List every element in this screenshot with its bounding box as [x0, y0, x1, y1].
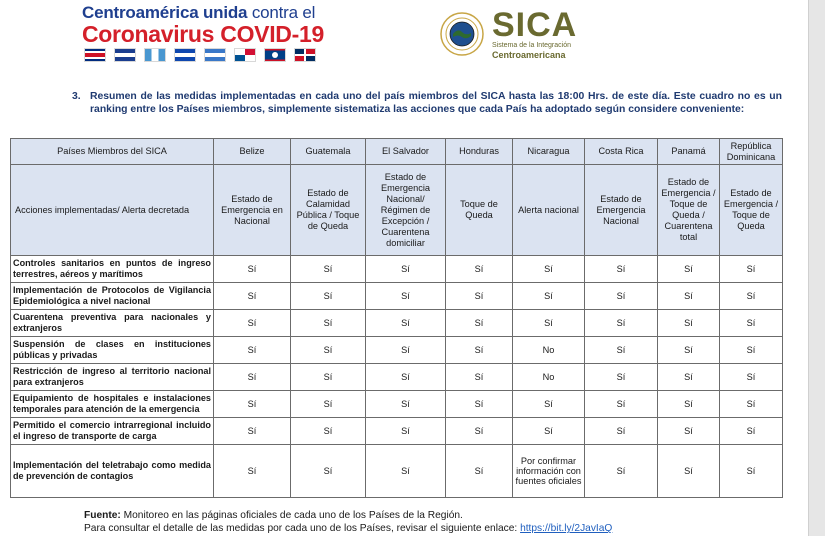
- campaign-line-2: Coronavirus COVID-19: [82, 21, 324, 47]
- measure-value: Sí: [585, 364, 658, 391]
- measure-value: Sí: [585, 310, 658, 337]
- measure-value: Sí: [513, 256, 585, 283]
- country-header: Guatemala: [291, 139, 366, 165]
- measure-value: Sí: [214, 283, 291, 310]
- measure-value: Sí: [720, 256, 783, 283]
- measure-value: Sí: [366, 391, 446, 418]
- measure-value: Sí: [658, 445, 720, 498]
- alert-row-label: Acciones implementadas/ Alerta decretada: [11, 165, 214, 256]
- measure-value: Sí: [366, 418, 446, 445]
- alert-cell: Estado de Emergencia en Nacional: [214, 165, 291, 256]
- measure-value: Sí: [366, 364, 446, 391]
- measure-value: Sí: [720, 418, 783, 445]
- alert-cell: Toque de Queda: [446, 165, 513, 256]
- vertical-scrollbar[interactable]: [808, 0, 825, 536]
- measure-value: Por confirmar información con fuentes oficiales: [513, 445, 585, 498]
- table-row: [11, 418, 783, 445]
- alert-cell: Estado de Emergencia / Toque de Queda / Cuarentena total: [658, 165, 720, 256]
- table-row: [11, 310, 783, 337]
- measure-value: Sí: [658, 391, 720, 418]
- campaign-banner: [82, 3, 324, 47]
- measure-value: Sí: [585, 256, 658, 283]
- panama-flag-icon: [234, 48, 256, 62]
- measure-label: Controles sanitarios en puntos de ingreso terrestres, aéreos y marítimos: [11, 256, 214, 283]
- measure-value: Sí: [446, 391, 513, 418]
- belize-flag-icon: [264, 48, 286, 62]
- measure-value: Sí: [366, 283, 446, 310]
- measure-value: Sí: [720, 283, 783, 310]
- measure-value: Sí: [291, 256, 366, 283]
- sica-wordmark: SICA Sistema de la Integración Centroamericana: [492, 6, 578, 60]
- measure-value: Sí: [513, 391, 585, 418]
- measure-label: Cuarentena preventiva para nacionales y extranjeros: [11, 310, 214, 337]
- measure-value: Sí: [585, 391, 658, 418]
- measure-label: Implementación del teletrabajo como medida de prevención de contagios: [11, 445, 214, 498]
- nicaragua-flag-icon: [204, 48, 226, 62]
- measure-value: Sí: [366, 445, 446, 498]
- sica-seal-icon: [440, 12, 484, 56]
- measure-value: Sí: [585, 337, 658, 364]
- country-header: El Salvador: [366, 139, 446, 165]
- alert-cell: Estado de Calamidad Pública / Toque de Queda: [291, 165, 366, 256]
- measure-value: Sí: [658, 418, 720, 445]
- guatemala-flag-icon: [144, 48, 166, 62]
- measure-value: Sí: [214, 364, 291, 391]
- table-row: [11, 391, 783, 418]
- corner-header: Países Miembros del SICA: [11, 139, 214, 165]
- measures-body: [11, 256, 783, 498]
- country-header: Panamá: [658, 139, 720, 165]
- measure-value: Sí: [291, 310, 366, 337]
- honduras-flag-icon: [114, 48, 136, 62]
- measure-value: Sí: [366, 337, 446, 364]
- measure-value: Sí: [214, 445, 291, 498]
- measure-label: Permitido el comercio intrarregional incluido el ingreso de transporte de carga: [11, 418, 214, 445]
- measure-value: Sí: [720, 364, 783, 391]
- measure-value: Sí: [291, 445, 366, 498]
- measure-value: Sí: [585, 418, 658, 445]
- measure-value: Sí: [658, 337, 720, 364]
- country-header-row: [11, 139, 783, 165]
- country-header: Costa Rica: [585, 139, 658, 165]
- measure-value: No: [513, 364, 585, 391]
- measure-value: Sí: [291, 283, 366, 310]
- alert-cell: Estado de Emergencia Nacional/ Régimen de Excepción / Cuarentena domiciliar: [366, 165, 446, 256]
- measure-value: Sí: [513, 283, 585, 310]
- country-header: República Dominicana: [720, 139, 783, 165]
- measure-value: Sí: [513, 310, 585, 337]
- measure-label: Restricción de ingreso al territorio nacional para extranjeros: [11, 364, 214, 391]
- sica-logo: [440, 8, 577, 60]
- alert-row: [11, 165, 783, 256]
- measure-value: Sí: [214, 337, 291, 364]
- measure-value: Sí: [658, 364, 720, 391]
- measures-table: [10, 138, 783, 498]
- measure-value: Sí: [658, 310, 720, 337]
- measure-value: Sí: [214, 391, 291, 418]
- measure-value: Sí: [720, 445, 783, 498]
- member-flags: [84, 48, 316, 62]
- measure-value: Sí: [214, 310, 291, 337]
- table-row: [11, 337, 783, 364]
- measure-value: Sí: [446, 283, 513, 310]
- intro-text: Resumen de las medidas implementadas en cada uno del país miembros del SICA hasta las 18:00 Hrs. de este día. Este cuadro no es un ranking entre los Países miembros, simplemente sistematiza las acciones que cada País ha adoptado según considere conveniente:: [90, 91, 782, 115]
- footer-note: Fuente: Monitoreo en las páginas oficiales de cada uno de los Países de la Región. Para consultar el detalle de las medidas por cada uno de los Países, revisar el siguiente enlace: https://bit.ly/2JavIaQ: [84, 510, 613, 534]
- measure-value: Sí: [214, 256, 291, 283]
- alert-cell: Estado de Emergencia / Toque de Queda: [720, 165, 783, 256]
- table-row: [11, 256, 783, 283]
- measure-value: Sí: [446, 418, 513, 445]
- intro-paragraph: [72, 90, 782, 116]
- measure-value: Sí: [446, 256, 513, 283]
- dominican-republic-flag-icon: [294, 48, 316, 62]
- measure-value: Sí: [446, 364, 513, 391]
- measure-label: Suspensión de clases en instituciones públicas y privadas: [11, 337, 214, 364]
- campaign-line-1: Centroamérica unida contra el: [82, 3, 316, 22]
- measure-value: Sí: [291, 418, 366, 445]
- table-row: [11, 283, 783, 310]
- measure-value: Sí: [720, 310, 783, 337]
- costa-rica-flag-icon: [84, 48, 106, 62]
- source-link[interactable]: https://bit.ly/2JavIaQ: [520, 523, 613, 534]
- el-salvador-flag-icon: [174, 48, 196, 62]
- measure-value: Sí: [658, 283, 720, 310]
- table-row: [11, 364, 783, 391]
- country-header: Nicaragua: [513, 139, 585, 165]
- table-row: [11, 445, 783, 498]
- measure-value: Sí: [658, 256, 720, 283]
- measure-value: No: [513, 337, 585, 364]
- measure-value: Sí: [446, 310, 513, 337]
- measure-value: Sí: [366, 256, 446, 283]
- measure-value: Sí: [720, 391, 783, 418]
- measure-value: Sí: [513, 418, 585, 445]
- measure-value: Sí: [446, 445, 513, 498]
- measure-value: Sí: [291, 391, 366, 418]
- measure-value: Sí: [366, 310, 446, 337]
- measure-value: Sí: [214, 418, 291, 445]
- country-header: Belize: [214, 139, 291, 165]
- measure-value: Sí: [291, 364, 366, 391]
- alert-cell: Alerta nacional: [513, 165, 585, 256]
- country-header: Honduras: [446, 139, 513, 165]
- measure-value: Sí: [291, 337, 366, 364]
- document-header: [0, 0, 809, 78]
- measure-label: Implementación de Protocolos de Vigilancia Epidemiológica a nivel nacional: [11, 283, 214, 310]
- alert-cell: Estado de Emergencia Nacional: [585, 165, 658, 256]
- measure-label: Equipamiento de hospitales e instalaciones temporales para atención de la emergencia: [11, 391, 214, 418]
- measure-value: Sí: [446, 337, 513, 364]
- measure-value: Sí: [585, 283, 658, 310]
- measure-value: Sí: [720, 337, 783, 364]
- measure-value: Sí: [585, 445, 658, 498]
- intro-number: 3.: [72, 91, 81, 102]
